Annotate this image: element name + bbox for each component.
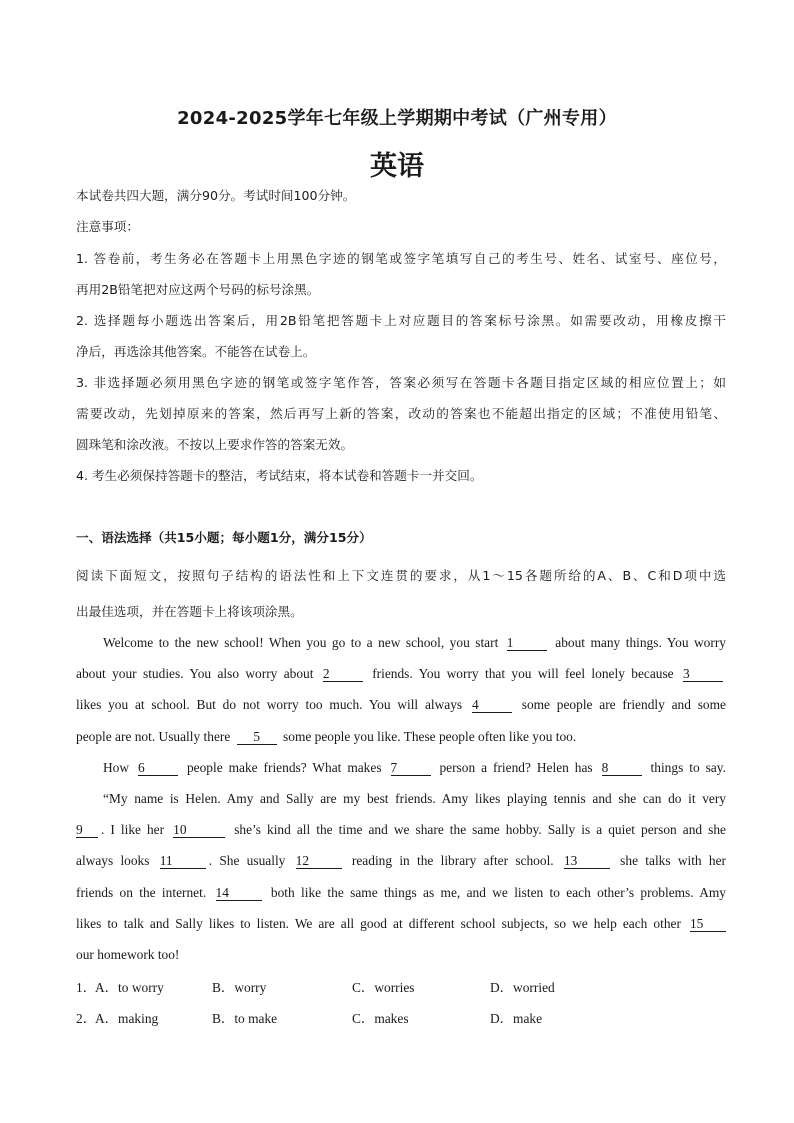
blank-13: 13 [564, 853, 610, 869]
option-c: C．makes [352, 1011, 409, 1026]
blank-8: 8 [602, 760, 642, 776]
exam-summary: 本试卷共四大题，满分90分。考试时间100分钟。 [76, 188, 356, 203]
blank-6: 6 [138, 760, 178, 776]
passage-line: people are not. Usually there 5 some people you like. These people often like you too. [76, 729, 577, 744]
blank-14: 14 [216, 885, 262, 901]
option-b: B．to make [212, 1011, 278, 1026]
section-1-heading: 一、语法选择（共15小题；每小题1分，满分15分） [76, 530, 372, 545]
blank-4: 4 [472, 697, 512, 713]
question-number: 1． [76, 980, 97, 995]
exam-subject: 英语 [370, 151, 424, 182]
passage-line: “My name is Helen. Amy and Sally are my best friends. Amy likes playing tennis and she can do it very [103, 791, 726, 806]
note-3-line-1: 3. 非选择题必须用黑色字迹的钢笔或签字笔作答，答案必须写在答题卡各题目指定区域的相应位置上；如 [76, 375, 726, 390]
option-d: D．worried [490, 980, 555, 995]
passage-line: likes you at school. But do not worry too much. You will always 4 some people are friendly and some [76, 697, 726, 712]
blank-5: 5 [237, 729, 277, 745]
note-3-line-3: 圆珠笔和涂改液。不按以上要求作答的答案无效。 [76, 437, 354, 452]
passage-line: likes to talk and Sally likes to listen. We are all good at different school subjects, so we help each other 15 [76, 915, 726, 933]
question-number: 2． [76, 1011, 97, 1026]
blank-1: 1 [507, 635, 547, 651]
note-3-line-2: 需要改动，先划掉原来的答案，然后再写上新的答案，改动的答案也不能超出指定的区域；不准使用铅笔、 [76, 406, 726, 421]
passage-line: 9 . I like her 10 she’s kind all the time and we share the same hobby. Sally is a quiet person and she [76, 822, 726, 837]
passage-line: our homework too! [76, 947, 180, 962]
blank-10: 10 [173, 822, 225, 838]
option-d: D．make [490, 1011, 543, 1026]
blank-11: 11 [160, 853, 206, 869]
option-c: C．worries [352, 980, 415, 995]
note-1-line-1: 1. 答卷前，考生务必在答题卡上用黑色字迹的钢笔或签字笔填写自己的考生号、姓名、试室号、座位号， [76, 251, 726, 266]
note-2-line-2: 净后，再选涂其他答案。不能答在试卷上。 [76, 344, 316, 359]
blank-7: 7 [391, 760, 431, 776]
section-1-instruction-line-2: 出最佳选项，并在答题卡上将该项涂黑。 [76, 604, 303, 619]
option-a: A．making [95, 1011, 159, 1026]
blank-3: 3 [683, 666, 723, 682]
blank-15: 15 [690, 916, 726, 932]
option-a: A．to worry [95, 980, 164, 995]
note-1-line-2: 再用2B铅笔把对应这两个号码的标号涂黑。 [76, 282, 320, 297]
blank-9: 9 [76, 822, 98, 838]
passage-line: friends on the internet. 14 both like the same things as me, and we listen to each other’s problems. Amy [76, 885, 726, 900]
notes-heading: 注意事项： [76, 219, 139, 234]
passage-line: about your studies. You also worry about 2 friends. You worry that you will feel lonely because 3 [76, 665, 726, 683]
passage-line: Welcome to the new school! When you go to a new school, you start 1 about many things. You worry [103, 635, 726, 650]
blank-2: 2 [323, 666, 363, 682]
section-1-instruction-line-1: 阅读下面短文，按照句子结构的语法性和上下文连贯的要求，从1～15各题所给的A、B、C和D项中选 [76, 568, 726, 583]
blank-12: 12 [296, 853, 342, 869]
option-b: B．worry [212, 980, 267, 995]
passage-line: always looks 11 . She usually 12 reading in the library after school. 13 she talks with her [76, 853, 726, 868]
passage-line: How 6 people make friends? What makes 7 person a friend? Helen has 8 things to say. [103, 760, 726, 775]
note-4: 4. 考生必须保持答题卡的整洁，考试结束，将本试卷和答题卡一并交回。 [76, 468, 483, 483]
note-2-line-1: 2. 选择题每小题选出答案后，用2B铅笔把答题卡上对应题目的答案标号涂黑。如需要改动，用橡皮擦干 [76, 313, 726, 328]
exam-title: 2024-2025学年七年级上学期期中考试（广州专用） [177, 108, 617, 129]
